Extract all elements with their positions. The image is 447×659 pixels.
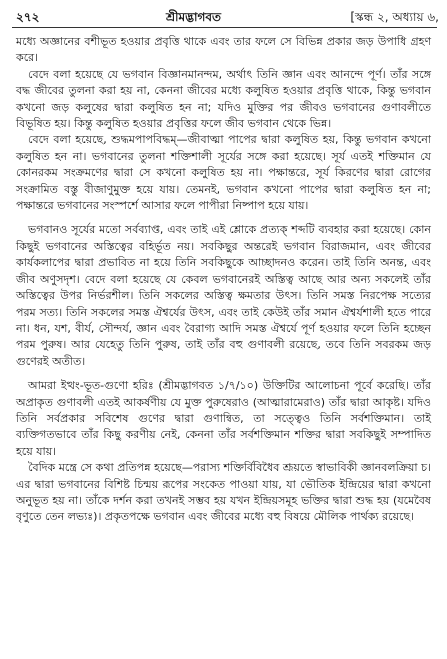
paragraph-2: বেদে বলা হয়েছে যে ভগবান বিজ্ঞানমানন্দম, অর্থাৎ তিনি জ্ঞান এবং আনন্দে পূর্ণ। তাঁর সঙ্গে বদ্ধ জীবের তুলনা করা হয় না, কেননা জীবের মধ্যে কলুষিত হওয়ার প্রবৃত্তি থাকে, কিন্তু ভগবান কখনো জড় কলুষের দ্বারা কলুষিত হন না; যদিও মুক্তির পর জীবও ভগবানের গুণাবলীতে বিভূষিত হয়। কিন্তু কলুষিত হওয়ার প্রবৃত্তির ফলে জীব ভগবান থেকে ভিন্ন। (16, 67, 431, 131)
paragraph-6: বৈদিক মন্ত্রে সে কথা প্রতিপন্ন হয়েছে—পরাস্য শক্তির্বিবিধৈব শ্রূয়তে স্বাভাবিকী জ্ঞানবলক্রিয়া চ। এর দ্বারা ভগবানের বিশিষ্ট চিন্ময় রূপের সংকেত পাওয়া যায়, যা ভৌতিক ইন্দ্রিয়ের দ্বারা কখনো অনুভূত হয় না। তাঁকে দর্শন করা তখনই সম্ভব হয় যখন ইন্দ্রিয়সমূহ ভক্তির দ্বারা শুদ্ধ হয় (যমেবৈষ বৃণুতে তেন লভ্যঃ)। প্রকৃতপক্ষে ভগবান এবং জীবের মধ্যে বহু বিষয়ে মৌলিক পার্থক্য রয়েছে। (16, 461, 431, 524)
page-body (16, 34, 431, 526)
running-title: শ্রীমদ্ভাগবত (166, 10, 222, 24)
header-rule (12, 27, 437, 28)
paragraph-4: ভগবানও সূর্যের মতো সর্বব্যাপ্ত, এবং তাই এই শ্লোকে প্রত্যক্ শব্দটি ব্যবহার করা হয়েছে। কোন কিছুই ভগবানের অস্তিত্বের বহির্ভূত নয়। সবকিছুর অন্তরেই ভগবান বিরাজমান, এবং জীবের কার্যকলাপের দ্বারা প্রভাবিত না হয়ে তিনি সবকিছুকে আচ্ছাদনও করেন। তাই তিনি অনন্ত, এবং জীব অণুসদৃশ। বেদে বলা হয়েছে যে কেবল ভগবানেরই অস্তিত্ব আছে আর অন্য সকলেই তাঁর অস্তিত্বের উপর নির্ভরশীল। তিনি সকলের অস্তিত্ব ক্ষমতার উৎস। তিনি সমস্ত নিরপেক্ষ সত্যের পরম সত্য। তিনি সকলের সমস্ত ঐশ্বর্যের উৎস, এবং তাই কেউই তাঁর সমান ঐশ্বর্যশালী হতে পারে না। ধন, যশ, বীর্য, সৌন্দর্য, জ্ঞান এবং বৈরাগ্য আদি সমস্ত ঐশ্বর্যে পূর্ণ হওয়ার ফলে তিনি হচ্ছেন পরম পুরুষ। আর যেহেতু তিনি পুরুষ, তাই তাঁর বহু গুণাবলী রয়েছে, তবে তিনি সবরকম জড় গুণেরই অতীত। (16, 223, 431, 368)
paragraph-gap (16, 214, 431, 222)
paragraph-gap (16, 370, 431, 378)
page-number: ২৭২ (16, 10, 40, 24)
paragraph-3: বেদে বলা হয়েছে, শুদ্ধমপাপবিদ্ধম্—জীবাত্মা পাপের দ্বারা কলুষিত হয়, কিন্তু ভগবান কখনো কলুষিত হন না। ভগবানের তুলনা শক্তিশালী সূর্যের সঙ্গে করা হয়েছে। সূর্য এতই শক্তিমান যে কোনরকম সংক্রমণের দ্বারা সে কখনো কলুষিত হয় না। পক্ষান্তরে, সূর্য কিরণের দ্বারা রোগের সংক্রামিত বস্তু বীজাণুমুক্ত হয়ে যায়। তেমনই, ভগবান কখনো পাপের দ্বারা কলুষিত হন না; পক্ষান্তরে ভগবানের সংস্পর্শে আসার ফলে পাপীরা নিষ্পাপ হয়ে যায়। (16, 133, 431, 213)
paragraph-1: মধ্যে অজ্ঞানের বশীভূত হওয়ার প্রবৃত্তি থাকে এবং তার ফলে সে বিভিন্ন প্রকার জড় উপাধি গ্রহণ করে। (16, 35, 431, 65)
chapter-reference: [স্কন্ধ ২, অধ্যায় ৬, (350, 10, 439, 24)
page-header (16, 6, 439, 28)
paragraph-5: আমরা ইত্থং-ভূত-গুণো হরিঃ (শ্রীমদ্ভাগবত ১/৭/১০) উক্তিটির আলোচনা পূর্বে করেছি। তাঁর অপ্রাকৃত গুণাবলী এতই আকর্ষণীয় যে মুক্ত পুরুষেরাও (আত্মারামেরাও) তাঁর দ্বারা আকৃষ্ট। যদিও তিনি সর্বপ্রকার সবিশেষ গুণের দ্বারা গুণান্বিত, তা সত্ত্বেও তিনি সর্বশক্তিমান। তাই ব্যক্তিগতভাবে তাঁর কিছু করণীয় নেই, কেননা তাঁর সর্বশক্তিমান শক্তির দ্বারা সবকিছুই সম্পাদিত হয়ে যায়। (16, 379, 431, 458)
